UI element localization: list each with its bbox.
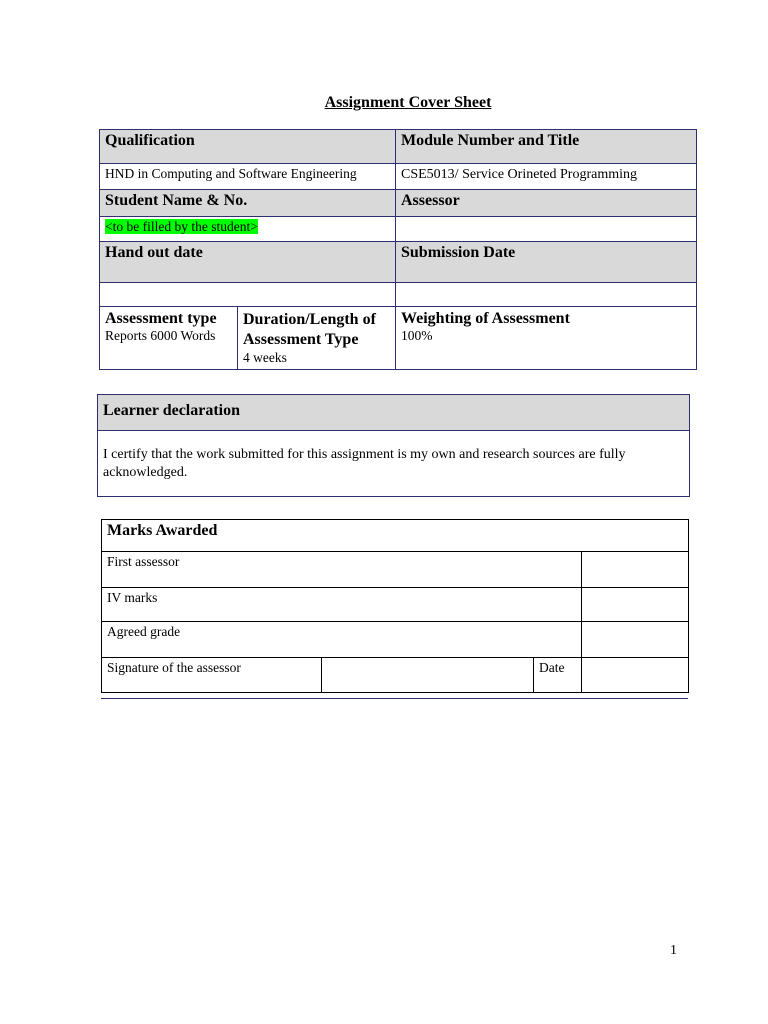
handout-label: Hand out date [100, 242, 396, 283]
agreed-grade-label: Agreed grade [102, 622, 582, 658]
assessment-type-value: Reports 6000 Words [105, 328, 216, 343]
module-label: Module Number and Title [396, 130, 697, 164]
module-value: CSE5013/ Service Orineted Programming [396, 164, 697, 190]
student-field[interactable] [100, 217, 396, 242]
signature-field[interactable] [322, 658, 534, 693]
weighting-label: Weighting of Assessment [401, 310, 570, 327]
submission-label: Submission Date [396, 242, 697, 283]
first-assessor-label: First assessor [102, 552, 582, 588]
agreed-grade-field[interactable] [582, 622, 689, 658]
divider-line [101, 698, 688, 699]
assessor-field[interactable] [396, 217, 697, 242]
duration-value: 4 weeks [243, 350, 287, 365]
qualification-value: HND in Computing and Software Engineering [100, 164, 396, 190]
declaration-text: I certify that the work submitted for this assignment is my own and research sources are fully acknowledged. [98, 431, 690, 497]
marks-label: Marks Awarded [102, 520, 689, 552]
date-field[interactable] [582, 658, 689, 693]
student-label: Student Name & No. [100, 190, 396, 217]
first-assessor-field[interactable] [582, 552, 689, 588]
weighting-value: 100% [401, 328, 433, 343]
cover-table [99, 129, 697, 370]
duration-cell [238, 307, 396, 370]
assessment-type-cell [100, 307, 238, 370]
student-placeholder: <to be filled by the student> [105, 219, 258, 234]
weighting-cell [396, 307, 697, 370]
learner-declaration-table [97, 394, 690, 497]
handout-field[interactable] [100, 283, 396, 307]
document-title: Assignment Cover Sheet [324, 94, 492, 111]
qualification-label: Qualification [100, 130, 396, 164]
assessor-label: Assessor [396, 190, 697, 217]
assessment-type-label: Assessment type [105, 310, 217, 327]
marks-awarded-table [101, 519, 689, 693]
date-label: Date [534, 658, 582, 693]
duration-label: Duration/Length of Assessment Type [243, 311, 376, 348]
iv-marks-field[interactable] [582, 588, 689, 622]
submission-field[interactable] [396, 283, 697, 307]
declaration-label: Learner declaration [98, 395, 690, 431]
iv-marks-label: IV marks [102, 588, 582, 622]
signature-label: Signature of the assessor [102, 658, 322, 693]
page-number: 1 [670, 943, 677, 958]
